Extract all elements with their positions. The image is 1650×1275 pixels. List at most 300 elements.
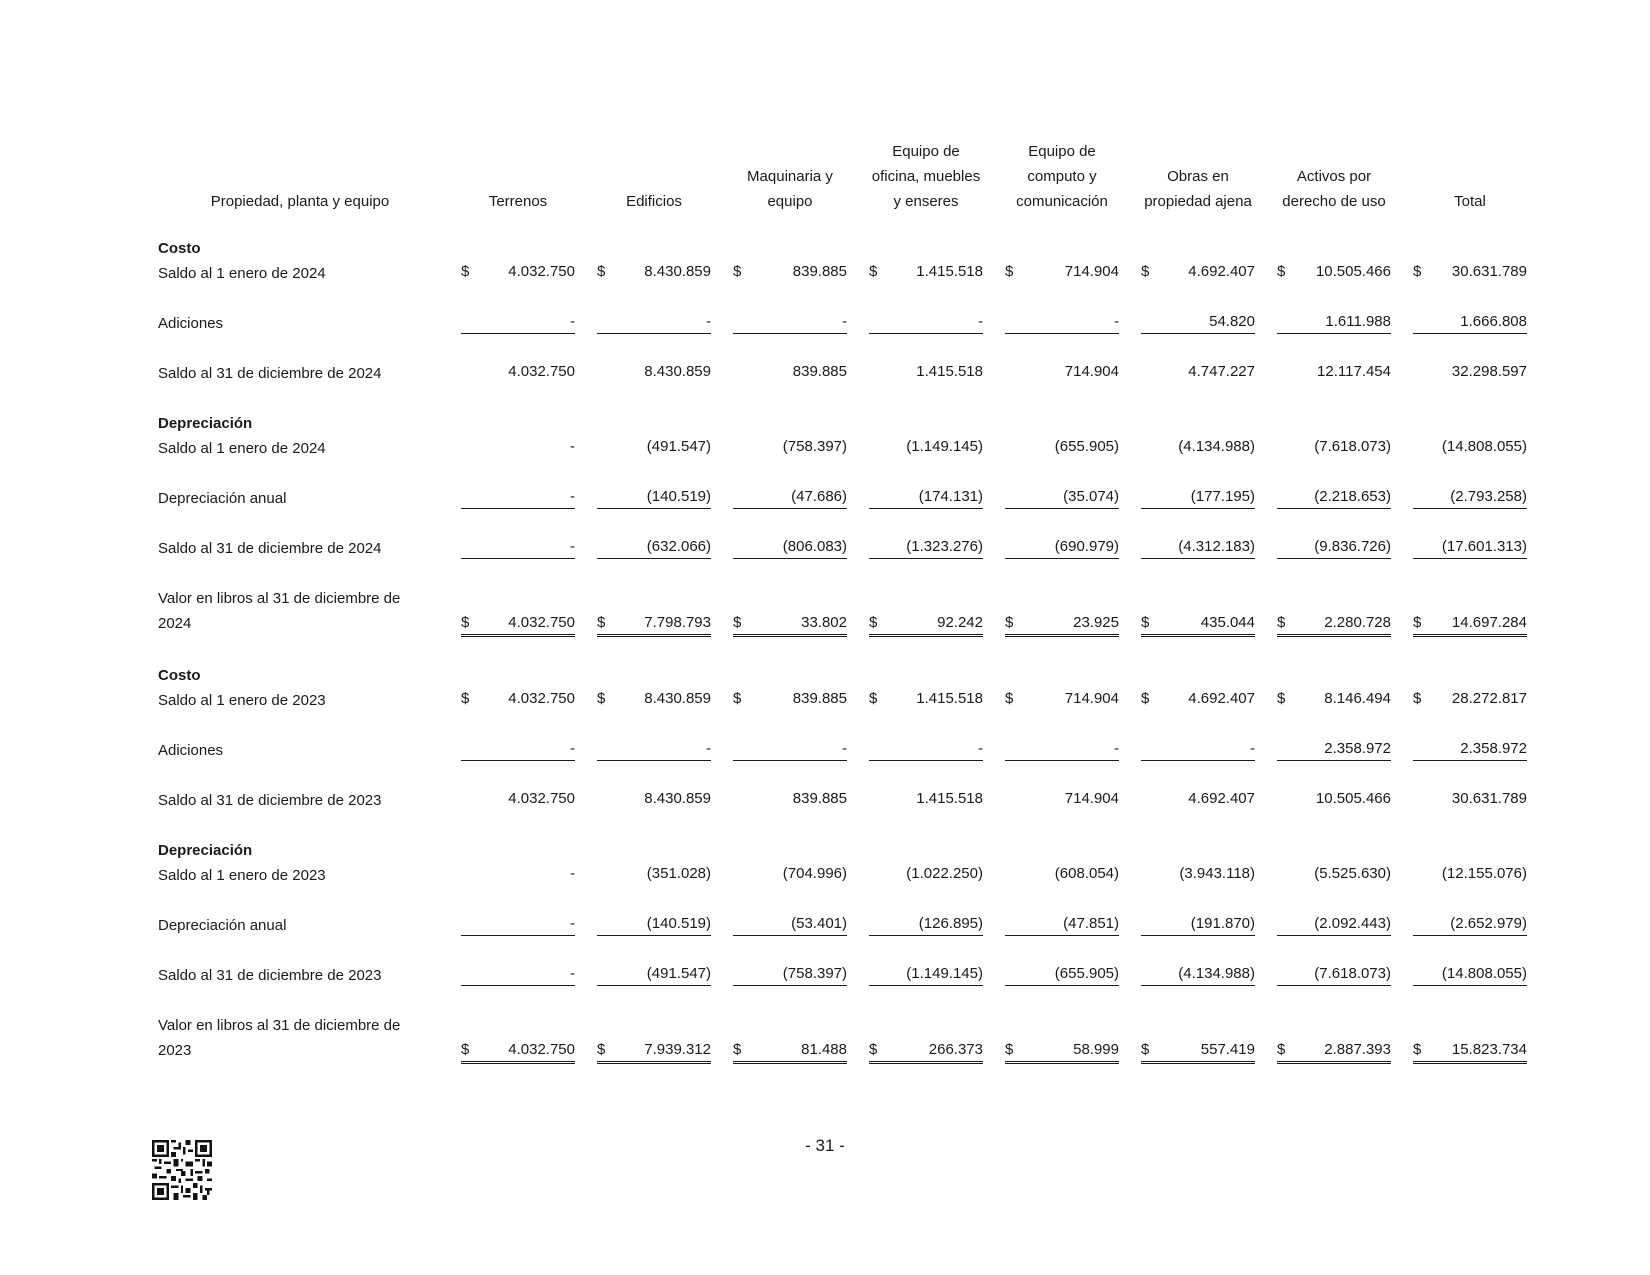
cell-value: (1.323.276) [906,538,983,555]
value-cell [1005,913,1119,936]
value-cell [1277,361,1391,383]
section-heading-row [0,838,1650,864]
row-label: Saldo al 31 de diciembre de 2023 [158,792,382,809]
value-cell [461,788,575,810]
row-label [158,586,418,636]
value-cell [869,486,983,509]
cell-value: 14.697.284 [1451,614,1527,631]
section-heading: Costo [158,240,201,257]
table-row [0,261,1650,287]
value-cell [597,913,711,936]
value-cell [1413,261,1527,283]
currency-symbol: $ [597,263,606,280]
value-cell [869,612,983,637]
cell-value: 435.044 [1200,614,1255,631]
value-cell [1141,788,1255,810]
cell-value: 839.885 [792,363,847,380]
cell-value: - [570,313,575,330]
row-label-line: 2024 [158,615,192,632]
column-header [584,130,724,214]
cell-value: - [570,538,575,555]
cell-value: (140.519) [646,488,711,505]
value-cell [597,788,711,810]
value-cell [869,788,983,810]
value-cell [1005,738,1119,761]
currency-symbol: $ [1277,263,1286,280]
value-cell [597,536,711,559]
currency-symbol: $ [869,614,878,631]
table-row [0,863,1650,889]
cell-value: 12.117.454 [1317,363,1391,380]
value-cell [1005,536,1119,559]
currency-symbol: $ [733,263,742,280]
cell-value: (2.218.653) [1314,488,1391,505]
cell-value: 839.885 [792,263,847,280]
currency-symbol: $ [597,1041,606,1058]
column-header-line: computo y [1027,168,1097,185]
value-cell [597,1039,711,1064]
value-cell [1277,863,1391,885]
column-header [856,130,996,214]
value-cell [1413,913,1527,936]
cell-value: (35.074) [1063,488,1119,505]
row-label [158,1013,418,1063]
currency-symbol: $ [461,614,470,631]
table-row [0,361,1650,387]
value-cell [733,536,847,559]
value-cell [1413,536,1527,559]
cell-value: 4.032.750 [508,263,575,280]
cell-value: 714.904 [1064,363,1119,380]
cell-value: 58.999 [1073,1041,1119,1058]
value-cell [1005,612,1119,637]
value-cell [1141,311,1255,334]
column-header [1128,130,1268,214]
value-cell [869,688,983,710]
section-heading: Costo [158,667,201,684]
value-cell [1141,261,1255,283]
value-cell [1141,1039,1255,1064]
value-cell [869,963,983,986]
cell-value: (7.618.073) [1314,965,1391,982]
cell-value: 81.488 [801,1041,847,1058]
currency-symbol: $ [1141,1041,1150,1058]
row-label: Saldo al 1 enero de 2023 [158,867,326,884]
value-cell [1413,963,1527,986]
cell-value: 1.415.518 [916,263,983,280]
cell-value: 33.802 [801,614,847,631]
cell-value: (806.083) [782,538,847,555]
column-header [448,130,588,214]
value-cell [733,311,847,334]
column-header [1400,130,1540,214]
cell-value: 54.820 [1209,313,1255,330]
value-cell [597,863,711,885]
value-cell [1005,788,1119,810]
cell-value: 4.032.750 [508,690,575,707]
currency-symbol: $ [1005,614,1014,631]
table-row [0,738,1650,764]
currency-symbol: $ [733,690,742,707]
value-cell [1413,361,1527,383]
cell-value: 4.692.407 [1188,263,1255,280]
column-header-line: Equipo de [892,143,960,160]
value-cell [733,863,847,885]
value-cell [1277,913,1391,936]
cell-value: (1.149.145) [906,438,983,455]
cell-value: 4.747.227 [1188,363,1255,380]
cell-value: 30.631.789 [1451,790,1527,807]
header-label [190,130,410,214]
currency-symbol: $ [461,690,470,707]
cell-value: (140.519) [646,915,711,932]
value-cell [597,738,711,761]
value-cell [1005,261,1119,283]
value-cell [461,688,575,710]
section-heading: Depreciación [158,415,253,432]
cell-value: (174.131) [918,488,983,505]
value-cell [1413,311,1527,334]
value-cell [597,963,711,986]
row-label: Saldo al 1 enero de 2023 [158,692,326,709]
value-cell [869,436,983,458]
cell-value: 714.904 [1064,790,1119,807]
cell-value: 2.358.972 [1460,740,1527,757]
value-cell [597,311,711,334]
cell-value: (4.134.988) [1178,965,1255,982]
cell-value: (704.996) [782,865,847,882]
cell-value: 1.666.808 [1460,313,1527,330]
value-cell [1141,738,1255,761]
table-row [0,963,1650,989]
cell-value: 1.415.518 [916,363,983,380]
column-header-line: y enseres [893,193,959,210]
value-cell [1141,612,1255,637]
currency-symbol: $ [1005,263,1014,280]
value-cell [461,486,575,509]
currency-symbol: $ [1413,614,1422,631]
cell-value: 8.430.859 [644,263,711,280]
cell-value: (5.525.630) [1314,865,1391,882]
cell-value: - [570,915,575,932]
row-label-line: Valor en libros al 31 de diciembre de [158,1017,401,1034]
cell-value: (47.851) [1063,915,1119,932]
column-header-line: oficina, muebles [871,168,981,185]
cell-value: (351.028) [646,865,711,882]
cell-value: - [570,740,575,757]
column-header-line: Obras en [1167,168,1229,185]
value-cell [461,536,575,559]
value-cell [733,361,847,383]
cell-value: (632.066) [646,538,711,555]
cell-value: - [570,438,575,455]
value-cell [461,963,575,986]
cell-value: (758.397) [782,965,847,982]
cell-value: 2.280.728 [1324,614,1391,631]
value-cell [1277,486,1391,509]
currency-symbol: $ [461,263,470,280]
value-cell [1141,688,1255,710]
column-header-line: comunicación [1016,193,1108,210]
column-header-line: Equipo de [1028,143,1096,160]
value-cell [1005,311,1119,334]
table-row [0,688,1650,714]
cell-value: (9.836.726) [1314,538,1391,555]
value-cell [869,311,983,334]
cell-value: 7.939.312 [644,1041,711,1058]
value-cell [1005,688,1119,710]
value-cell [1277,788,1391,810]
value-cell [869,361,983,383]
header-label-text: Propiedad, planta y equipo [210,193,390,210]
cell-value: (2.092.443) [1314,915,1391,932]
column-header-line: Edificios [626,193,682,210]
cell-value: 32.298.597 [1451,363,1527,380]
cell-value: 4.032.750 [508,1041,575,1058]
column-header-line: derecho de uso [1282,193,1386,210]
currency-symbol: $ [1141,690,1150,707]
currency-symbol: $ [597,614,606,631]
row-label: Depreciación anual [158,917,287,934]
value-cell [1141,436,1255,458]
cell-value: 7.798.793 [644,614,711,631]
cell-value: - [1250,740,1255,757]
cell-value: 1.611.988 [1325,313,1391,330]
currency-symbol: $ [597,690,606,707]
value-cell [461,436,575,458]
currency-symbol: $ [733,614,742,631]
value-cell [461,1039,575,1064]
value-cell [1005,361,1119,383]
cell-value: 28.272.817 [1451,690,1527,707]
value-cell [1413,688,1527,710]
column-header-line: Total [1454,193,1486,210]
cell-value: - [842,313,847,330]
cell-value: 714.904 [1064,690,1119,707]
value-cell [733,436,847,458]
value-cell [597,486,711,509]
cell-value: - [1114,313,1119,330]
cell-value: (1.022.250) [906,865,983,882]
cell-value: - [1114,740,1119,757]
value-cell [1141,913,1255,936]
cell-value: 1.415.518 [916,790,983,807]
value-cell [733,1039,847,1064]
cell-value: - [570,965,575,982]
cell-value: 839.885 [792,790,847,807]
cell-value: - [570,488,575,505]
cell-value: (2.793.258) [1450,488,1527,505]
cell-value: (655.905) [1054,438,1119,455]
value-cell [869,863,983,885]
value-cell [597,612,711,637]
table-row [0,788,1650,814]
value-cell [869,261,983,283]
column-header-line: equipo [767,193,813,210]
value-cell [597,688,711,710]
table-row [0,1013,1650,1065]
row-label: Saldo al 31 de diciembre de 2023 [158,967,382,984]
value-cell [1413,863,1527,885]
row-label: Saldo al 1 enero de 2024 [158,440,326,457]
value-cell [1277,536,1391,559]
cell-value: 8.430.859 [644,690,711,707]
cell-value: 8.430.859 [644,363,711,380]
value-cell [597,361,711,383]
cell-value: 266.373 [928,1041,983,1058]
value-cell [733,963,847,986]
value-cell [461,261,575,283]
cell-value: - [706,740,711,757]
value-cell [1141,486,1255,509]
value-cell [1005,863,1119,885]
cell-value: 30.631.789 [1451,263,1527,280]
row-label: Saldo al 1 enero de 2024 [158,265,326,282]
currency-symbol: $ [1005,690,1014,707]
cell-value: 23.925 [1073,614,1119,631]
value-cell [869,738,983,761]
cell-value: 8.430.859 [644,790,711,807]
cell-value: 15.823.734 [1451,1041,1527,1058]
cell-value: 4.692.407 [1188,790,1255,807]
page-number: - 31 - [805,1136,845,1155]
value-cell [461,863,575,885]
value-cell [597,261,711,283]
value-cell [1277,261,1391,283]
value-cell [1277,1039,1391,1064]
cell-value: - [978,740,983,757]
cell-value: (4.134.988) [1178,438,1255,455]
cell-value: 2.887.393 [1324,1041,1391,1058]
column-header [720,130,860,214]
value-cell [1277,612,1391,637]
value-cell [461,311,575,334]
currency-symbol: $ [1413,690,1422,707]
section-heading-row [0,663,1650,689]
value-cell [1005,1039,1119,1064]
cell-value: (17.601.313) [1441,538,1527,555]
value-cell [1141,963,1255,986]
value-cell [1277,436,1391,458]
row-label-line: 2023 [158,1042,192,1059]
row-label: Adiciones [158,742,224,759]
cell-value: (191.870) [1190,915,1255,932]
row-label: Depreciación anual [158,490,287,507]
section-heading: Depreciación [158,842,253,859]
cell-value: (177.195) [1190,488,1255,505]
column-header-line: Activos por [1296,168,1372,185]
row-label: Saldo al 31 de diciembre de 2024 [158,365,382,382]
value-cell [461,612,575,637]
value-cell [733,788,847,810]
value-cell [1413,1039,1527,1064]
section-heading-row [0,411,1650,437]
row-label: Saldo al 31 de diciembre de 2024 [158,540,382,557]
cell-value: (14.808.055) [1441,965,1527,982]
row-label-line: Valor en libros al 31 de diciembre de [158,590,401,607]
table-row [0,586,1650,638]
value-cell [1277,688,1391,710]
cell-value: 92.242 [937,614,983,631]
value-cell [869,536,983,559]
currency-symbol: $ [1277,690,1286,707]
cell-value: (2.652.979) [1450,915,1527,932]
currency-symbol: $ [1277,1041,1286,1058]
value-cell [733,612,847,637]
cell-value: (491.547) [646,438,711,455]
cell-value: - [842,740,847,757]
cell-value: (608.054) [1054,865,1119,882]
cell-value: (126.895) [918,915,983,932]
currency-symbol: $ [1413,263,1422,280]
table-row [0,486,1650,512]
cell-value: (1.149.145) [906,965,983,982]
value-cell [869,913,983,936]
currency-symbol: $ [733,1041,742,1058]
currency-symbol: $ [1141,614,1150,631]
value-cell [1005,963,1119,986]
qr-code-icon [152,1140,212,1200]
cell-value: 557.419 [1200,1041,1255,1058]
cell-value: 4.032.750 [508,363,575,380]
cell-value: (655.905) [1054,965,1119,982]
cell-value: (4.312.183) [1178,538,1255,555]
cell-value: (14.808.055) [1441,438,1527,455]
cell-value: (758.397) [782,438,847,455]
currency-symbol: $ [461,1041,470,1058]
value-cell [1141,361,1255,383]
cell-value: (491.547) [646,965,711,982]
cell-value: 4.032.750 [508,790,575,807]
value-cell [733,913,847,936]
cell-value: 839.885 [792,690,847,707]
cell-value: (690.979) [1054,538,1119,555]
value-cell [1005,436,1119,458]
cell-value: (7.618.073) [1314,438,1391,455]
table-row [0,536,1650,562]
value-cell [1277,963,1391,986]
cell-value: - [706,313,711,330]
cell-value: 10.505.466 [1315,263,1391,280]
value-cell [1277,738,1391,761]
cell-value: 4.032.750 [508,614,575,631]
cell-value: 2.358.972 [1324,740,1391,757]
cell-value: (53.401) [791,915,847,932]
column-header [1264,130,1404,214]
column-header [992,130,1132,214]
value-cell [597,436,711,458]
value-cell [1413,436,1527,458]
value-cell [1141,536,1255,559]
table-row [0,436,1650,462]
value-cell [733,688,847,710]
value-cell [733,261,847,283]
cell-value: - [978,313,983,330]
value-cell [733,738,847,761]
cell-value: 10.505.466 [1315,790,1391,807]
currency-symbol: $ [1005,1041,1014,1058]
currency-symbol: $ [869,263,878,280]
value-cell [461,738,575,761]
value-cell [1141,863,1255,885]
cell-value: 714.904 [1064,263,1119,280]
table-row [0,913,1650,939]
column-header-line: Terrenos [488,193,548,210]
currency-symbol: $ [869,690,878,707]
column-header-line: propiedad ajena [1144,193,1252,210]
value-cell [461,361,575,383]
value-cell [1413,788,1527,810]
